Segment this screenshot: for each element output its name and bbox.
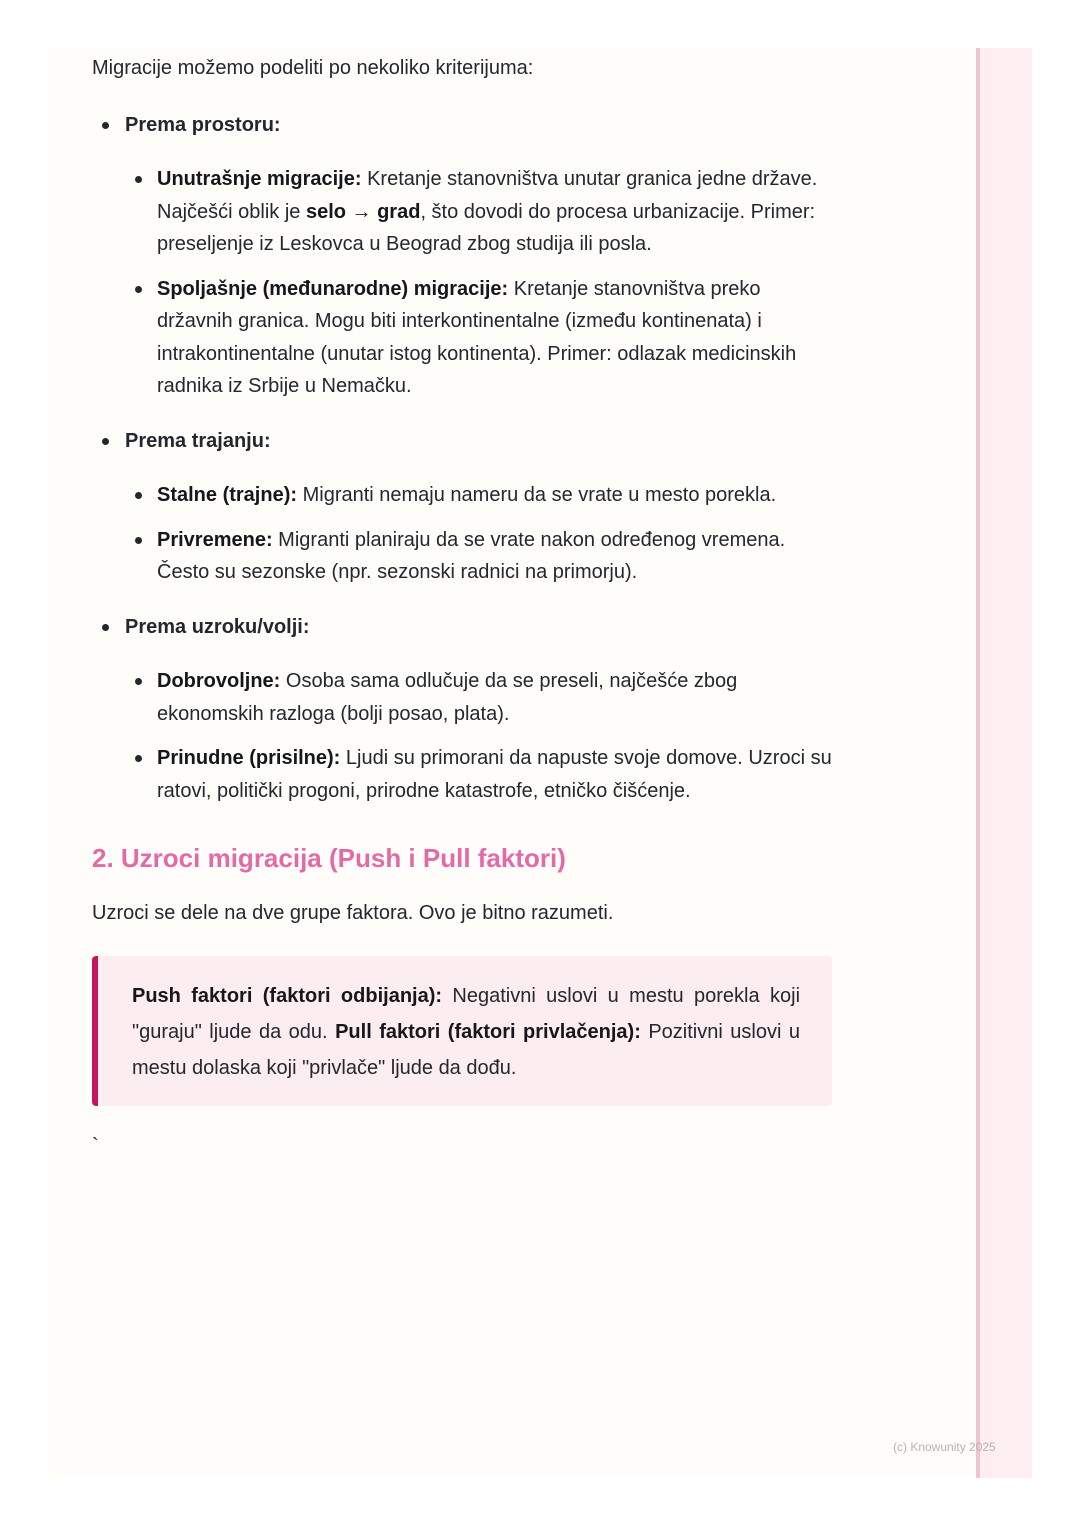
category-duration [92,425,832,589]
item-text: , što dovodi do procesa urbanizacije. Primer: preseljenje iz Leskovca u Beograd zbog studija ili posla. [157,200,816,255]
list-item [125,742,832,807]
list-item [125,479,832,512]
document-content [92,52,832,1162]
category-cause [92,611,832,808]
item-term: Dobrovoljne: [157,670,281,692]
copyright-footer: (c) Knowunity 2025 [893,1440,996,1454]
push-term: Push faktori (faktori odbijanja): [132,984,443,1007]
stray-character: ` [92,1134,99,1157]
intro-paragraph: Migracije možemo podeliti po nekoliko kriterijuma: [92,57,534,79]
item-term: Unutrašnje migracije: [157,168,362,190]
margin-line [976,48,980,1478]
item-bold-mid: selo → grad [305,200,421,223]
list-item [125,665,832,730]
category-space [92,109,832,403]
push-text: Negativni uslovi u mestu porekla koji "guraju" ljude da odu. [132,984,801,1043]
list-item [125,273,832,403]
criteria-list [92,109,832,808]
item-term: Stalne (trajne): [157,484,298,506]
item-text: Kretanje stanovništva preko državnih granica. Mogu biti interkontinentalne (između kontinenata) i intrakontinentalne (unutar istog kontinenta). Primer: odlazak medicinskih radnika iz Srbije u Nemačku. [157,277,797,397]
sub-list [125,479,832,589]
item-term: Prinudne (prisilne): [157,747,341,769]
pull-term: Pull faktori (faktori privlačenja): [335,1020,641,1043]
item-text: Kretanje stanovništva unutar granica jedne države. Najčešći oblik je [157,168,818,223]
list-item [125,524,832,589]
sub-list [125,665,832,807]
item-term: Privremene: [157,528,273,551]
push-pull-callout [92,956,832,1106]
item-text: Migranti nemaju nameru da se vrate u mesto porekla. [297,484,777,506]
section-intro: Uzroci se dele na dve grupe faktora. Ovo je bitno razumeti. [92,902,614,924]
section-heading: 2. Uzroci migracija (Push i Pull faktori) [92,843,566,873]
category-title: Prema trajanju: [125,429,271,452]
sub-list [125,163,832,403]
item-text: Osoba sama odlučuje da se preseli, najčešće zbog ekonomskih razloga (bolji posao, plata). [157,670,738,725]
item-term: Spoljašnje (međunarodne) migracije: [157,277,509,300]
pull-text: Pozitivni uslovi u mestu dolaska koji "privlače" ljude da dođu. [132,1020,800,1079]
item-text: Migranti planiraju da se vrate nakon određenog vremena. Često su sezonske (npr. sezonski radnici na primorju). [157,528,786,583]
category-title: Prema uzroku/volji: [125,615,310,638]
list-item [125,163,832,261]
margin-strip [976,48,1032,1478]
category-title: Prema prostoru: [125,113,281,136]
item-text: Ljudi su primorani da napuste svoje domove. Uzroci su ratovi, politički progoni, prirodne katastrofe, etničko čišćenje. [157,747,832,802]
